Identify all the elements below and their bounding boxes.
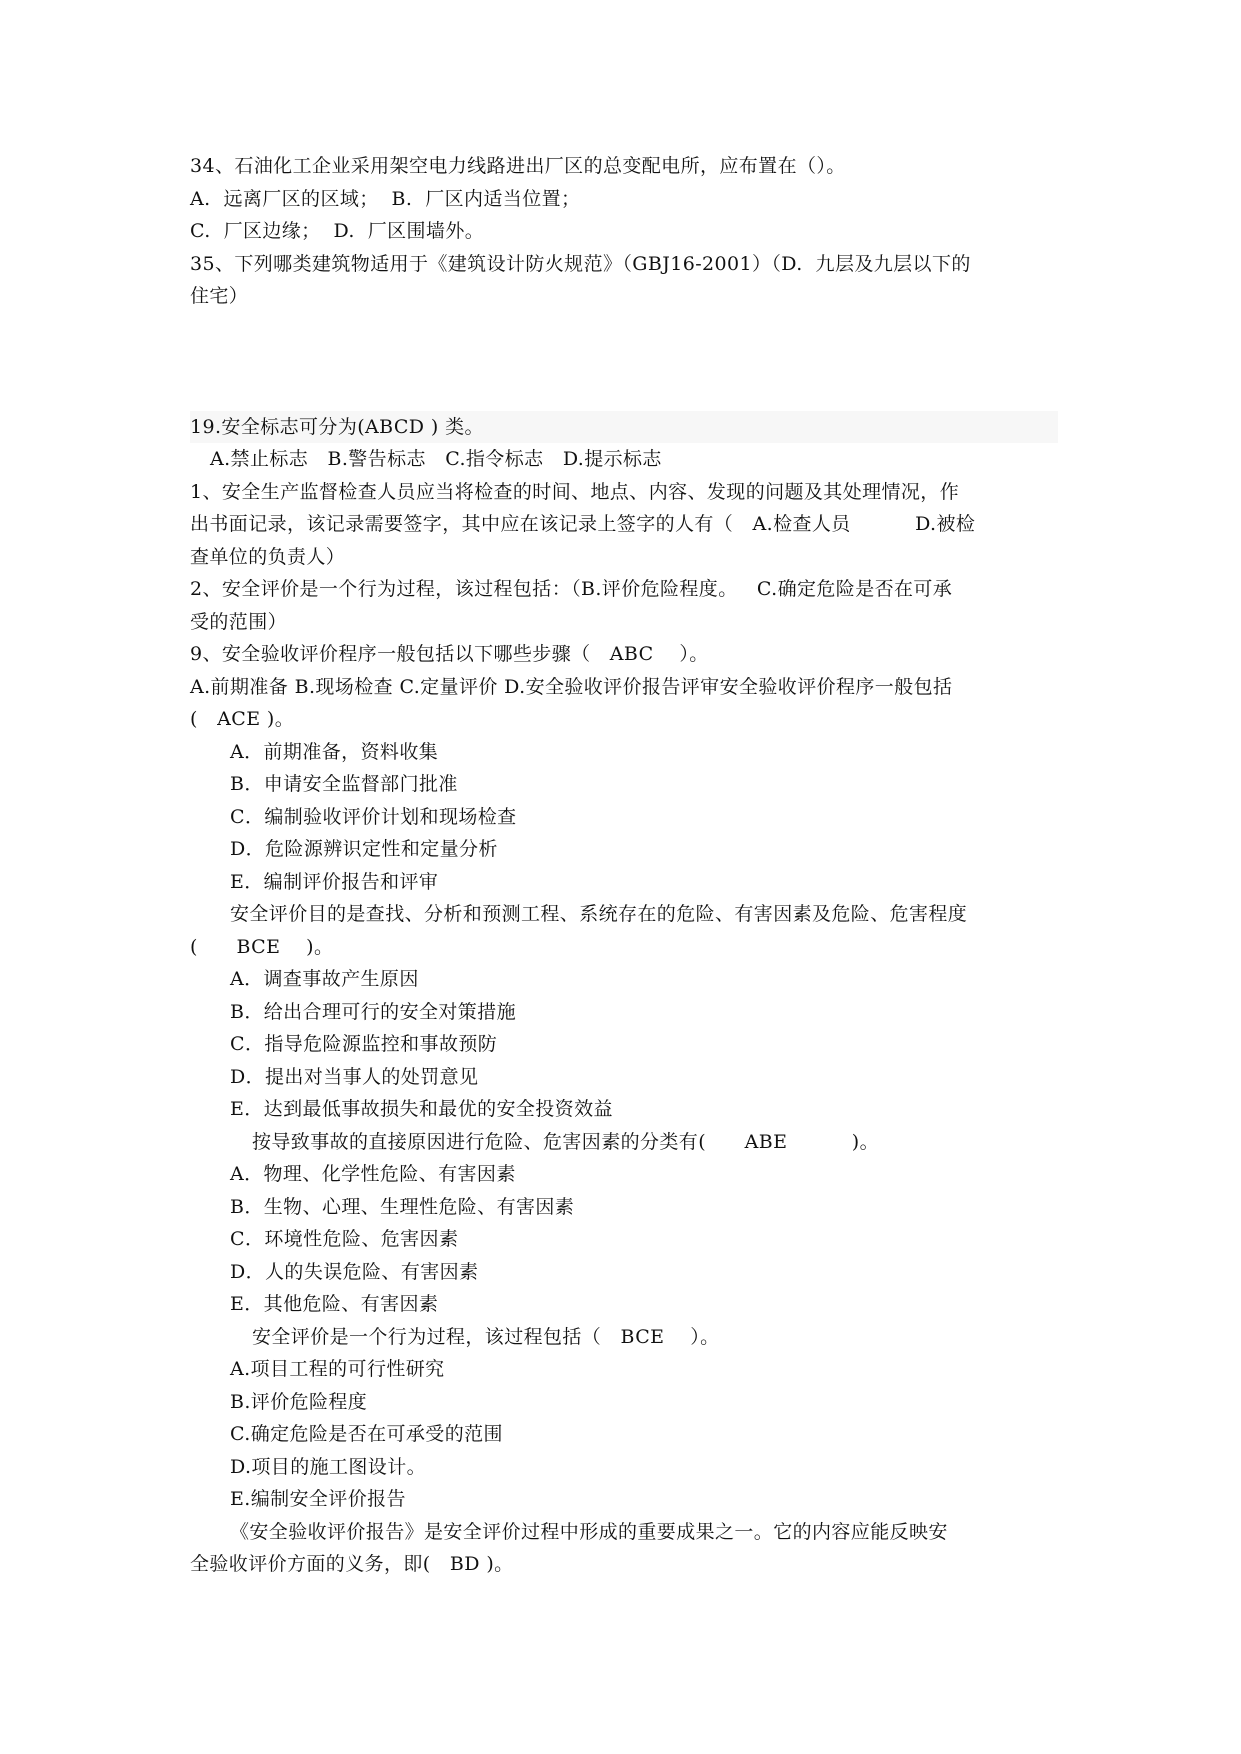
q-cause-question: 按导致事故的直接原因进行危险、危害因素的分类有( ABE )。 xyxy=(252,1130,880,1153)
q-purpose-line1: 安全评价目的是查找、分析和预测工程、系统存在的危险、有害因素及危险、危害程度 xyxy=(230,903,968,925)
q-process-question: 安全评价是一个行为过程，该过程包括（ BCE ）。 xyxy=(252,1325,720,1348)
q2-line2: 受的范围） xyxy=(190,610,288,633)
q-cause-option: C．环境性危险、危害因素 xyxy=(230,1228,459,1250)
q-purpose-option: C．指导危险源监控和事故预防 xyxy=(230,1033,498,1055)
q9-option: E．编制评价报告和评审 xyxy=(230,870,439,893)
q-purpose-option: A．调查事故产生原因 xyxy=(230,968,419,990)
q-process-option: E.编制安全评价报告 xyxy=(230,1488,406,1510)
q-report-line2: 全验收评价方面的义务，即( BD )。 xyxy=(190,1553,514,1575)
q-process-option: B.评价危险程度 xyxy=(230,1390,368,1413)
q9-question: 9、安全验收评价程序一般包括以下哪些步骤（ ABC ）。 xyxy=(190,643,709,665)
q-cause-option: B．生物、心理、生理性危险、有害因素 xyxy=(230,1195,575,1218)
q-purpose-option: D．提出对当事人的处罚意见 xyxy=(230,1065,479,1088)
q-cause-option: A．物理、化学性危险、有害因素 xyxy=(230,1163,516,1185)
q19-question: 19.安全标志可分为(ABCD ) 类。 xyxy=(190,411,1058,444)
q9-line2: A.前期准备 B.现场检查 C.定量评价 D.安全验收评价报告评审安全验收评价程序一般包括 xyxy=(190,675,953,698)
q-process-option: C.确定危险是否在可承受的范围 xyxy=(230,1423,503,1445)
q-cause-option: D．人的失误危险、有害因素 xyxy=(230,1260,479,1283)
q35-line1: 35、下列哪类建筑物适用于《建筑设计防火规范》（GBJ16-2001）（D. 九层及九层以下的 xyxy=(190,252,971,275)
q-process-option: D.项目的施工图设计。 xyxy=(230,1455,426,1478)
q1-line1: 1、安全生产监督检查人员应当将检查的时间、地点、内容、发现的问题及其处理情况，作 xyxy=(190,480,960,503)
q-purpose-line2: ( BCE )。 xyxy=(190,935,334,958)
q34-question: 34、石油化工企业采用架空电力线路进出厂区的总变配电所，应布置在（）。 xyxy=(190,155,846,177)
q9-line3: ( ACE )。 xyxy=(190,708,295,730)
q-purpose-option: B．给出合理可行的安全对策措施 xyxy=(230,1000,516,1023)
q34-options-line1: A. 远离厂区的区域； B. 厂区内适当位置； xyxy=(190,187,581,210)
section-gap xyxy=(190,313,1058,411)
q9-option: B．申请安全监督部门批准 xyxy=(230,773,458,795)
q-process-option: A.项目工程的可行性研究 xyxy=(230,1358,445,1380)
q-report-line1: 《安全验收评价报告》是安全评价过程中形成的重要成果之一。它的内容应能反映安 xyxy=(230,1520,948,1543)
q19-options: A.禁止标志 B.警告标志 C.指令标志 D.提示标志 xyxy=(210,448,662,470)
q1-line2: 出书面记录，该记录需要签字，其中应在该记录上签字的人有（ A.检查人员 D.被检 xyxy=(190,513,976,535)
q-cause-option: E．其他危险、有害因素 xyxy=(230,1293,439,1315)
q35-line2: 住宅） xyxy=(190,285,249,307)
q2-line1: 2、安全评价是一个行为过程，该过程包括：（B.评价危险程度。 C.确定危险是否在可承 xyxy=(190,578,953,600)
document-page xyxy=(190,150,1058,1581)
q9-option: C．编制验收评价计划和现场检查 xyxy=(230,805,517,828)
q1-line3: 查单位的负责人） xyxy=(190,545,346,568)
q9-option: A．前期准备，资料收集 xyxy=(230,740,439,763)
q-purpose-option: E．达到最低事故损失和最优的安全投资效益 xyxy=(230,1098,613,1120)
q9-option: D．危险源辨识定性和定量分析 xyxy=(230,838,498,860)
q34-options-line2: C. 厂区边缘； D. 厂区围墙外。 xyxy=(190,220,485,242)
